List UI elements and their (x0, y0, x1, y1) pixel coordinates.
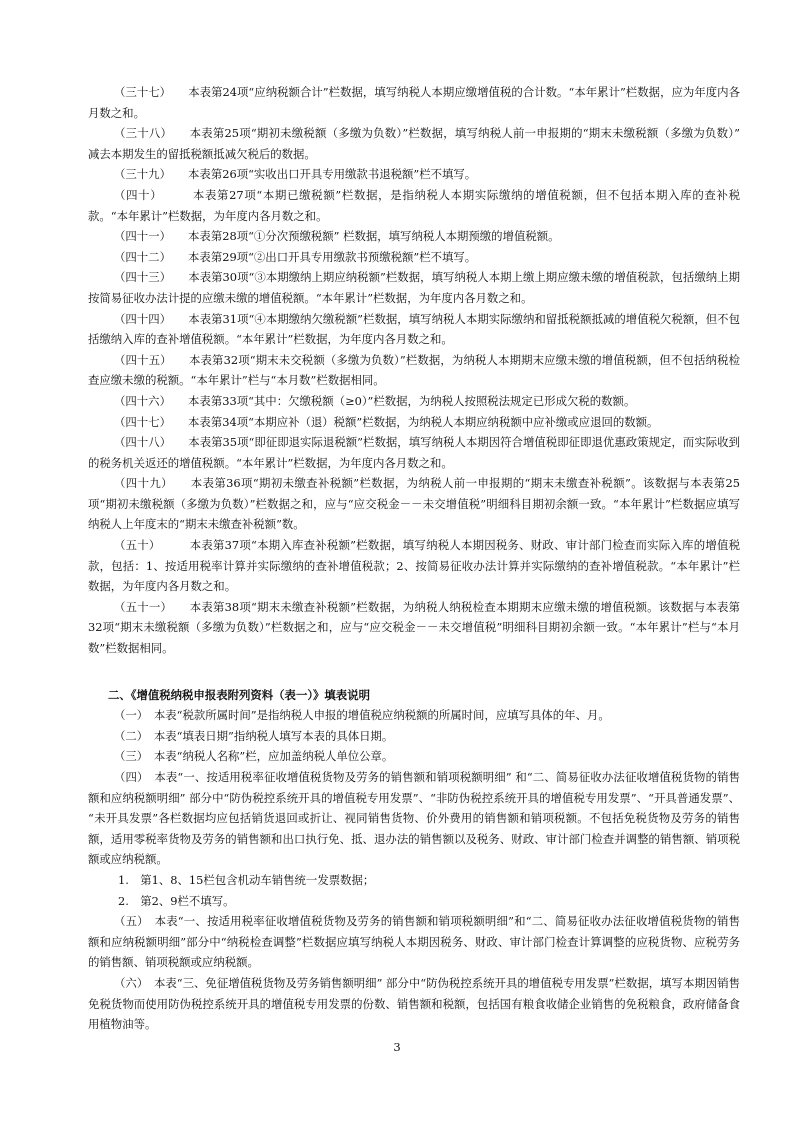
paragraph: （四十五） 本表第32项“期末未交税额（多缴为负数）”栏数据，为纳税人本期期末应缴未缴的增值税额，但不包括纳税检查应缴未缴的税额。“本年累计”栏与“本月数”栏数据相同。 (88, 352, 740, 388)
paragraph: （三十九） 本表第26项“实收出口开具专用缴款书退税额”栏不填写。 (114, 167, 477, 182)
list-item: 2. 第2、9栏不填写。 (118, 893, 235, 908)
page-content (88, 82, 740, 1035)
paragraph: （四十二） 本表第29项“②出口开具专用缴款书预缴税额”栏不填写。 (114, 249, 477, 264)
paragraph-group-attachment-instructions-cont (88, 911, 740, 1035)
paragraph: （四十三） 本表第30项“③本期缴纳上期应纳税额”栏数据，填写纳税人本期上缴上期应缴未缴的增值税款，包括缴纳上期按简易征收办法计提的应缴未缴的增值税额。“本年累计”栏数据，为年度内各月数之和。 (88, 270, 740, 305)
paragraph: （三） 本表“纳税人名称”栏，应加盖纳税人单位公章。 (114, 749, 394, 764)
paragraph: （四十四） 本表第31项“④本期缴纳欠缴税额”栏数据，填写纳税人本期实际缴纳和留抵税额抵减的增值税欠税额，但不包括缴纳入库的查补增值税额。“本年累计”栏数据，为年度内各月数之和。 (88, 311, 740, 347)
paragraph: （三十八） 本表第25项“期初未缴税额（多缴为负数）”栏数据，填写纳税人前一申报期的“期末未缴税额（多缴为负数）” 减去本期发生的留抵税额抵减欠税后的数据。 (88, 126, 740, 161)
paragraph-group-column-instructions (88, 82, 740, 659)
section-title: 二、《增值税纳税申报表附列资料（表一）》填表说明 (108, 687, 370, 702)
paragraph: （五） 本表“一、按适用税率征收增值税货物及劳务的销售额和销项税额明细”和“二、简易征收办法征收增值税货物的销售额和应纳税额明细”部分中“纳税检查调整”栏数据应填写纳税人本期因税务、财政、审计部门检查计算调整的应税货物、应税劳务的销售额、销项税额或应纳税额。 (88, 914, 740, 970)
paragraph: （四十） 本表第27项“本期已缴税额”栏数据，是指纳税人本期实际缴纳的增值税额，但不包括本期入库的查补税款。“本年累计”栏数据，为年度内各月数之和。 (88, 187, 740, 223)
page-number: 3 (393, 1040, 401, 1054)
paragraph: （一） 本表“税款所属时间”是指纳税人申报的增值税应纳税额的所属时间，应填写具体的年、月。 (114, 708, 610, 723)
paragraph: （四十六） 本表第33项“其中：欠缴税额（≥0）”栏数据，为纳税人按照税法规定已形成欠税的数额。 (114, 393, 636, 408)
section-gap (88, 659, 740, 677)
paragraph: （四十九） 本表第36项“期初未缴查补税额”栏数据，为纳税人前一申报期的“期末未缴查补税额”。该数据与本表第25项“期初未缴税额（多缴为负数）”栏数据之和，应与“应交税金－－未交增值税”明细科目期初余额一致。“本年累计”栏数据应填写纳税人上年度末的“期末未缴查补税额”数。 (88, 476, 740, 532)
paragraph-group-attachment-instructions (88, 705, 740, 870)
paragraph: （三十七） 本表第24项“应纳税额合计”栏数据，填写纳税人本期应缴增值税的合计数。“本年累计”栏数据，应为年度内各月数之和。 (88, 85, 740, 120)
paragraph: （四） 本表“一、按适用税率征收增值税货物及劳务的销售额和销项税额明细” 和“二、简易征收办法征收增值税货物的销售额和应纳税额明细” 部分中“防伪税控系统开具的增值税专用发票”、“非防伪税控系统开具的增值税专用发票”、“开具普通发票”、 “未开具发票”各栏数据均应包括销货退回或折让、视同销售货物、价外费用的销售额和销项税额。不包括免税货物及劳务的销售额，适用零税率货物及劳务的销售额和出口执行免、抵、退办法的销售额以及税务、财政、审计部门检查并调整的销售额、销项税额或应纳税额。 (88, 770, 740, 867)
paragraph: （二） 本表“填表日期”指纳税人填写本表的具体日期。 (114, 728, 394, 743)
paragraph: （四十八） 本表第35项“即征即退实际退税额”栏数据，填写纳税人本期因符合增值税即征即退优惠政策规定，而实际收到的税务机关返还的增值税额。“本年累计”栏数据，为年度内各月数之和。 (88, 435, 740, 470)
paragraph: （五十） 本表第37项“本期入库查补税额”栏数据，填写纳税人本期因税务、财政、审计部门检查而实际入库的增值税款，包括：1、按适用税率计算并实际缴纳的查补增值税款；2、按简易征收办法计算并实际缴纳的查补增值税款。“本年累计”栏数据，为年度内各月数之和。 (88, 538, 740, 594)
list-item: 1. 第1、8、15栏包含机动车销售统一发票数据； (118, 872, 375, 887)
paragraph: （六） 本表“三、免征增值税货物及劳务销售额明细” 部分中“防伪税控系统开具的增值税专用发票”栏数据，填写本期因销售免税货物而使用防伪税控系统开具的增值税专用发票的份数、销售额和税额，包括国有粮食收储企业销售的免税粮食，政府储备食用植物油等。 (88, 975, 740, 1032)
paragraph: （四十一） 本表第28项“①分次预缴税额” 栏数据，填写纳税人本期预缴的增值税额。 (114, 229, 560, 244)
paragraph: （五十一） 本表第38项“期末未缴查补税额”栏数据，为纳税人纳税检查本期期末应缴未缴的增值税额。该数据与本表第32项“期末未缴税额（多缴为负数）”栏数据之和，应与“应交税金－－未交增值税”明细科目期初余额一致。“本年累计”栏与“本月数”栏数据相同。 (88, 599, 740, 656)
paragraph: （四十七） 本表第34项“本期应补（退）税额”栏数据，为纳税人本期应纳税额中应补缴或应退回的数额。 (114, 414, 659, 429)
numbered-list (88, 870, 740, 911)
